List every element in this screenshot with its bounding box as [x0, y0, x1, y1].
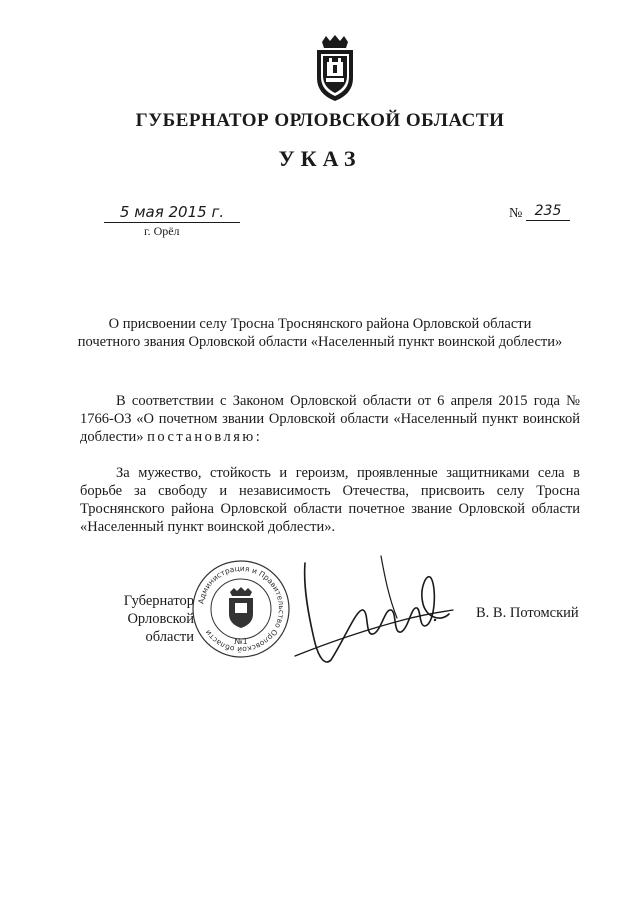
- document-number: 235: [526, 203, 570, 221]
- issuing-authority: ГУБЕРНАТОР ОРЛОВСКОЙ ОБЛАСТИ: [135, 110, 505, 131]
- seal-text: Администрация и Правительство Орловской области: [196, 563, 287, 655]
- document-title: [60, 315, 580, 351]
- document-type: УКАЗ: [278, 146, 362, 171]
- decree-text: За мужество, стойкость и героизм, проявленные защитниками села в борьбе за свободу и независимость Отечества, присвоить селу Тросна Троснянского района Орловской области почетное звание Орловской области «Населенный пункт воинской доблести».: [80, 465, 580, 535]
- role-line-2: Орловской области: [127, 611, 194, 645]
- signatory-name: В. В. Потомский: [476, 605, 579, 621]
- role-line-1: Губернатор: [123, 593, 194, 609]
- signatory-role: [84, 592, 194, 646]
- title-line-2: почетного звания Орловской области «Населенный пункт воинской доблести»: [77, 334, 563, 350]
- official-seal-icon: [190, 558, 292, 660]
- preamble-paragraph: [80, 392, 580, 446]
- seal-number: №1: [234, 637, 248, 646]
- document-number-label: №: [509, 206, 523, 221]
- coat-of-arms-icon: [312, 34, 358, 104]
- document-date: 5 мая 2015 г.: [104, 203, 240, 223]
- title-line-1: О присвоении селу Тросна Троснянского района Орловской области: [108, 316, 532, 332]
- document-city: г. Орёл: [144, 224, 180, 238]
- decree-word: постановляю:: [147, 429, 263, 445]
- decree-paragraph: [80, 464, 580, 536]
- preamble-text: В соответствии с Законом Орловской области от 6 апреля 2015 года № 1766-ОЗ «О почетном звании Орловской области «Населенный пункт воинской доблести»: [80, 393, 580, 445]
- handwritten-signature-icon: [285, 548, 455, 673]
